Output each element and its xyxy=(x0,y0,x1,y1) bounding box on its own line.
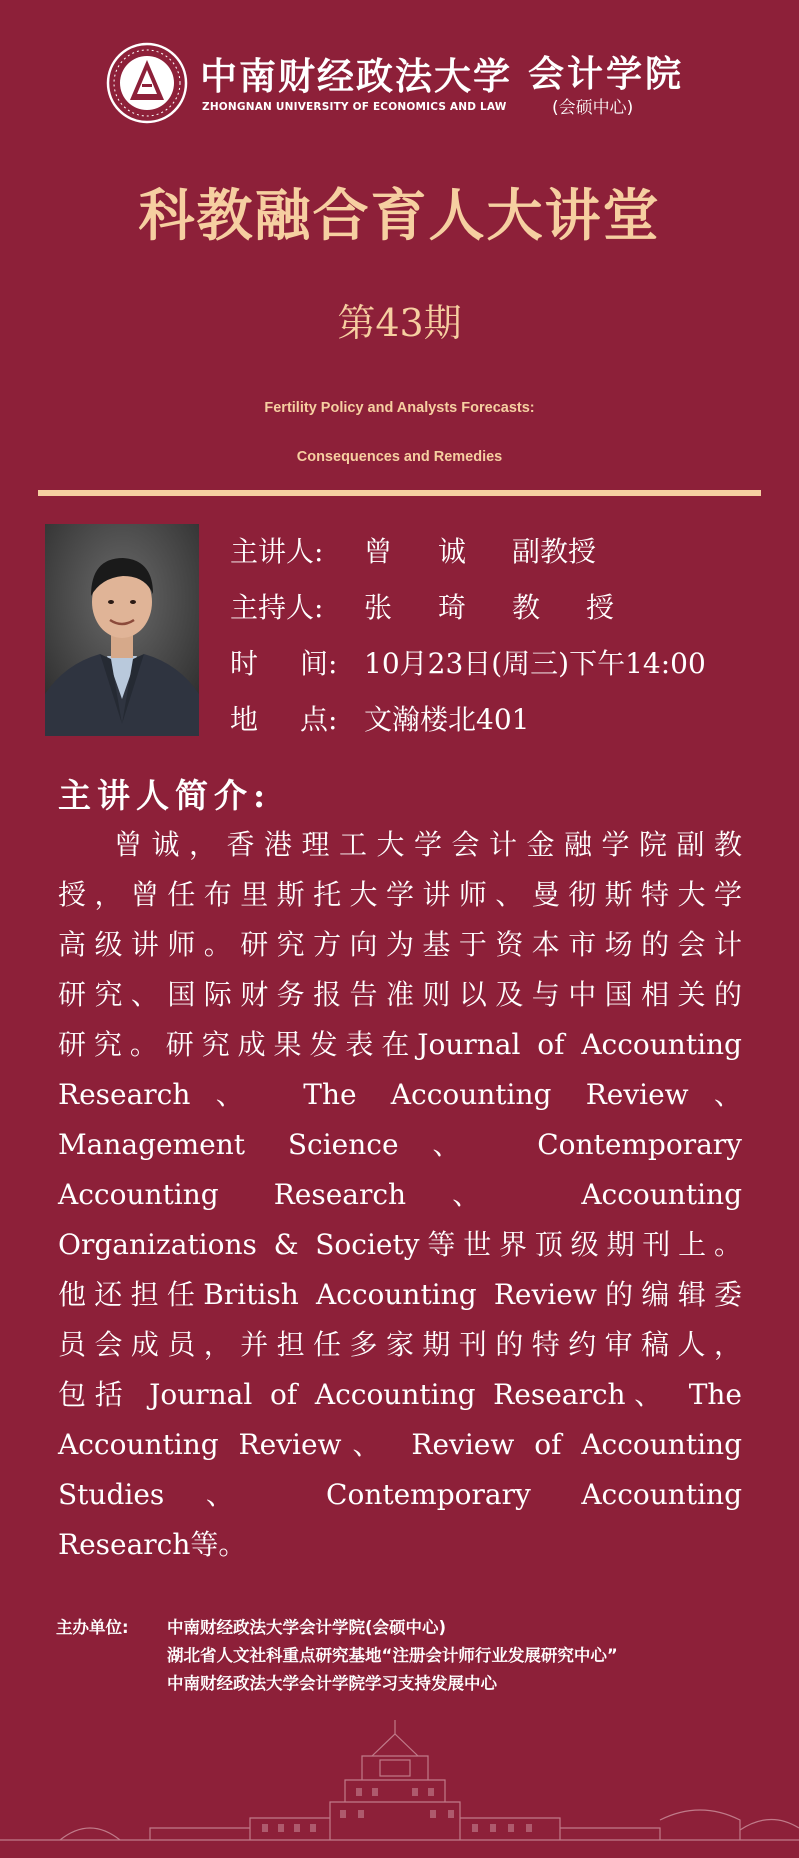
talk-title-line-2: Consequences and Remedies xyxy=(296,449,503,465)
talk-title-line-1: Fertility Policy and Analysts Forecasts: xyxy=(264,400,535,416)
bio-line: 包括 Journal of Accounting Research、 The xyxy=(58,1378,742,1411)
university-logo-icon xyxy=(106,42,188,124)
bio-line: Management Science、 Contemporary xyxy=(58,1128,742,1161)
bio-line: Accounting Research、 Accounting xyxy=(58,1178,742,1211)
time-value: 10月23日(周三)下午14:00 xyxy=(364,647,706,680)
info-speaker xyxy=(230,522,790,578)
host-given-name: 琦 xyxy=(438,591,467,624)
organizer-1: 中南财经政法大学会计学院(会硕中心) xyxy=(167,1618,447,1637)
university-name-en: ZHONGNAN UNIVERSITY OF ECONOMICS AND LAW xyxy=(202,101,507,113)
time-label-a: 时 xyxy=(230,647,259,680)
talk-title xyxy=(0,384,799,482)
organizer-label: 主办单位: xyxy=(56,1618,129,1637)
talk-info xyxy=(230,522,790,746)
school-subtitle: (会硕中心) xyxy=(552,98,634,118)
bio-line: 授，曾任布里斯托大学讲师、曼彻斯特大学 xyxy=(58,878,742,911)
title-divider xyxy=(38,490,761,496)
host-title-1: 教 xyxy=(512,591,541,624)
bio-line: 曾诚，香港理工大学会计金融学院副教 xyxy=(114,828,742,861)
speaker-title: 副教授 xyxy=(512,535,597,568)
info-location xyxy=(230,690,790,746)
speaker-surname: 曾 xyxy=(364,535,393,568)
campus-skyline-illustration xyxy=(0,1690,799,1858)
info-host xyxy=(230,578,790,634)
issue-number: 第43期 xyxy=(337,301,462,345)
bio-line: 员会成员，并担任多家期刊的特约审稿人， xyxy=(58,1328,742,1361)
host-label: 主持人: xyxy=(230,591,324,624)
speaker-label: 主讲人: xyxy=(230,535,324,568)
bio-line: Research、 The Accounting Review、 xyxy=(58,1078,742,1111)
host-title-2: 授 xyxy=(586,591,615,624)
bio-line: 研究、国际财务报告准则以及与中国相关的 xyxy=(58,978,742,1011)
bio-line: 研究。研究成果发表在Journal of Accounting xyxy=(58,1028,742,1061)
organizer-2: 湖北省人文社科重点研究基地“注册会计师行业发展研究中心” xyxy=(167,1646,618,1665)
location-label-b: 点: xyxy=(300,703,338,736)
host-surname: 张 xyxy=(364,591,393,624)
bio-line: Studies、 Contemporary Accounting xyxy=(58,1478,742,1511)
bio-line: Organizations & Society等世界顶级期刊上。 xyxy=(58,1228,742,1261)
bio-line: 高级讲师。研究方向为基于资本市场的会计 xyxy=(58,928,742,961)
speaker-photo xyxy=(45,524,199,736)
bio-line: Research等。 xyxy=(58,1528,247,1561)
speaker-given-name: 诚 xyxy=(438,535,467,568)
info-time xyxy=(230,634,790,690)
location-value: 文瀚楼北401 xyxy=(364,703,530,736)
organizer-3: 中南财经政法大学会计学院学习支持发展中心 xyxy=(167,1674,497,1693)
school-name: 会计学院 xyxy=(528,53,685,95)
bio-heading: 主讲人简介: xyxy=(58,776,272,815)
location-label-a: 地 xyxy=(230,703,259,736)
university-name-cn: 中南财经政法大学 xyxy=(200,54,512,98)
time-label-b: 间: xyxy=(300,647,338,680)
series-title: 科教融合育人大讲堂 xyxy=(138,184,661,249)
bio-line: 他还担任British Accounting Review的编辑委 xyxy=(58,1278,742,1311)
bio-line: Accounting Review、 Review of Accounting xyxy=(58,1428,742,1461)
speaker-bio xyxy=(58,820,742,1570)
header xyxy=(0,38,799,128)
